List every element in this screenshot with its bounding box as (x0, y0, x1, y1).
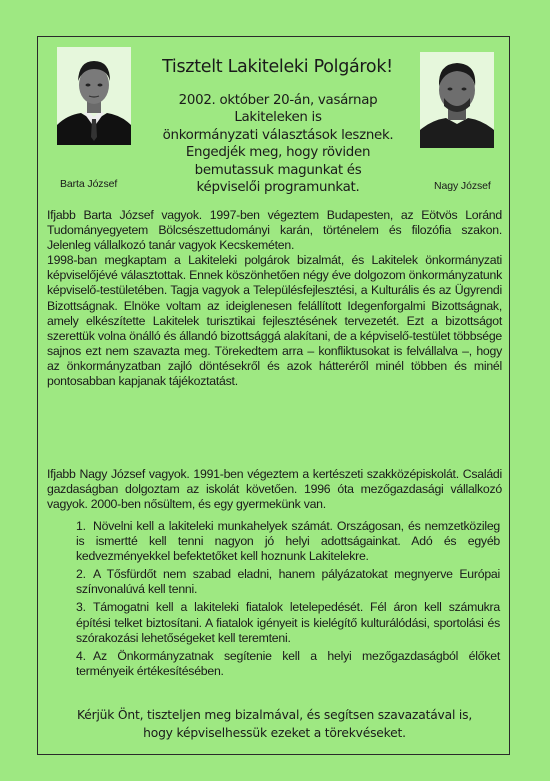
list-item (47, 649, 502, 679)
bio-intro-prefix: Ifjabb (47, 208, 76, 222)
list-item-number: 1. (76, 519, 86, 533)
bio-intro-prefix: Ifjabb (47, 467, 76, 481)
bio-barta-paragraph-1 (47, 208, 502, 253)
portrait-nagy-jozsef (420, 52, 494, 148)
portrait-barta-jozsef (57, 47, 131, 145)
list-item-number: 3. (76, 600, 86, 615)
list-item (47, 600, 502, 645)
program-list (47, 519, 502, 682)
list-item (47, 519, 502, 564)
closing-line: hogy képviselhessük ezeket a törekvéseket. (143, 726, 406, 740)
bio-intro-name: Barta József (83, 208, 154, 222)
closing-appeal (42, 706, 507, 742)
candidate-name-right: Nagy József (434, 180, 491, 192)
page-title: Tisztelt Lakiteleki Polgárok! (162, 57, 393, 77)
bio-barta-paragraph-2: 1998-ban megkaptam a Lakiteleki polgárok bizalmát, és Lakitelek önkormányzati képviselőjévé választottak. Ennek köszönhetően négy éve dolgozom önkormányzatunk képviselő-testületében. Tagja vagyok a Településfejlesztési, a Kulturális és az Ügyrendi Bizottságnak. Elnöke voltam az ideiglenesen felállított Idegenforgalmi Bizottságnak, amely elkészítette Lakitelek turisztikai fejlesztésének tervezetét. Ezt a bizottságot szerettük volna önálló és állandó bizottsággá alakítani, de a képviselő-testület többsége sajnos ezt nem szavazta meg. Törekedtem arra – konfliktusokat is felvállalva –, hogy az önkormányzatban zajló döntésekről és azok hátteréről minél többen és minél pontosabban kapjanak tájékoztatást. (47, 253, 502, 389)
closing-line: Kérjük Önt, tiszteljen meg bizalmával, és segítsen szavazatával is, (76, 708, 473, 722)
list-item-text: Támogatni kell a lakiteleki fiatalok letelepedését. Fél áron kell számukra építési telket biztosítani. A fiatalok igényeit is kielégítő kulturálódási, sportolási és szórakozási lehetőségeket kell teremteni. (76, 600, 500, 645)
bio-text: vagyok. 1991-ben végeztem a kertészeti szakközépiskolát. Családi gazdaságban dolgoztam az iskolát követően. 1996 óta mezőgazdasági vállalkozó vagyok. 2000-ben nősültem, és egy gyermekünk van. (47, 467, 503, 512)
list-item-number: 4. (76, 648, 86, 663)
list-item-number: 2. (76, 567, 86, 582)
subtitle (146, 92, 410, 196)
portrait-photo-icon (420, 52, 494, 148)
bio-nagy-paragraph-1 (47, 467, 502, 512)
subtitle-line: bemutassuk magunkat és (194, 162, 362, 178)
bio-nagy (47, 467, 502, 512)
subtitle-line: képviselői programunkat. (196, 180, 360, 196)
subtitle-line: Lakiteleken is (234, 110, 322, 126)
bio-text: vagyok. 1997-ben végeztem Budapesten, az Eötvös Loránd Tudományegyetem Bölcsészettudományi karán, történelem és filozófia szakon. Jelenleg vállalkozó tanár vagyok Kecskeméten. (47, 208, 502, 253)
bio-intro-name: Nagy József (79, 467, 146, 481)
list-item-text: Növelni kell a lakiteleki munkahelyek számát. Országosan, és nemzetközileg is ismertté kell tenni nagyon jó helyi adottságainkat. Adó és egyéb kedvezményekkel befektetőket kell hoznunk Lakitelekre. (76, 519, 500, 564)
candidate-name-left: Barta József (60, 178, 118, 190)
portrait-photo-icon (57, 47, 131, 145)
bio-barta (47, 208, 502, 389)
subtitle-line: önkormányzati választások lesznek. (162, 127, 394, 143)
subtitle-line: 2002. október 20-án, vasárnap (178, 93, 378, 108)
list-item-text: A Tősfürdőt nem szabad eladni, hanem pályázatokat megnyerve Európai színvonalúvá kell tenni. (76, 567, 500, 597)
subtitle-line: Engedjék meg, hogy röviden (185, 145, 371, 161)
list-item (47, 567, 502, 597)
list-item-text: Az Önkormányzatnak segítenie kell a helyi mezőgazdaságból élőket terményeik értékesítésében. (76, 648, 500, 678)
